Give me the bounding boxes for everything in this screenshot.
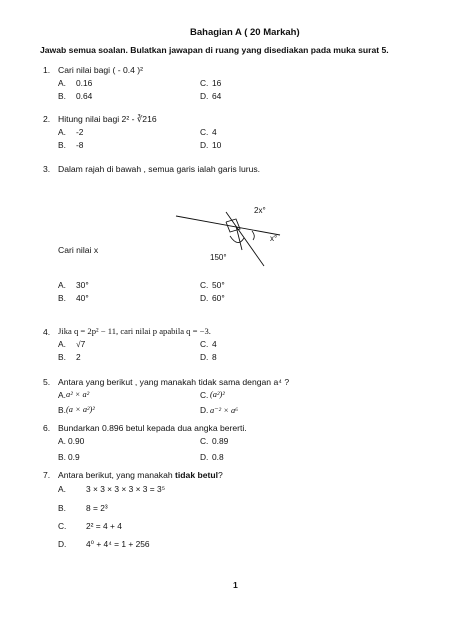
q7-option-d[interactable]: 4⁰ + 4⁴ = 1 + 256	[86, 539, 150, 549]
q3-angle-diagram	[170, 200, 290, 268]
q4-option-b[interactable]: 2	[76, 352, 81, 362]
q6-option-c[interactable]: 0.89	[212, 436, 229, 446]
q1-option-c-letter[interactable]: C.	[200, 78, 209, 88]
q7-option-c[interactable]: 2² = 4 + 4	[86, 521, 122, 531]
q1-option-d[interactable]: 64	[212, 91, 222, 101]
q7-option-b-letter[interactable]: B.	[58, 503, 66, 513]
q3-option-c-letter[interactable]: C.	[200, 280, 209, 290]
q4-option-d[interactable]: 8	[212, 352, 217, 362]
q4-option-a[interactable]: √7	[76, 339, 86, 349]
angle-arc-right	[252, 231, 254, 240]
diagram-label-x: x°	[270, 234, 278, 243]
q4-option-d-letter[interactable]: D.	[200, 352, 209, 362]
q6-text: Bundarkan 0.896 betul kepada dua angka bererti.	[58, 423, 247, 433]
q2-option-c-letter[interactable]: C.	[200, 127, 209, 137]
q1-text: Cari nilai bagi ( - 0.4 )²	[58, 65, 144, 75]
q5-text: Antara yang berikut , yang manakah tidak sama dengan a⁴ ?	[58, 377, 290, 387]
q1-option-d-letter[interactable]: D.	[200, 91, 209, 101]
diagram-label-2x: 2x°	[254, 206, 266, 215]
q5-number: 5.	[43, 377, 51, 387]
q1-option-b-letter[interactable]: B.	[58, 91, 66, 101]
q7-option-a-letter[interactable]: A.	[58, 484, 66, 494]
q6-option-a[interactable]: 0.90	[68, 436, 85, 446]
q3-option-c[interactable]: 50°	[212, 280, 225, 290]
q1-option-a[interactable]: 0.16	[76, 78, 93, 88]
q2-option-d-letter[interactable]: D.	[200, 140, 209, 150]
q3-option-d-letter[interactable]: D.	[200, 293, 209, 303]
q6-option-b[interactable]: 0.9	[68, 452, 80, 462]
q5-option-a-letter[interactable]: A.	[58, 390, 66, 400]
q5-option-d[interactable]: a⁻² × a⁶	[210, 406, 239, 415]
q5-option-b[interactable]: (a × a²)²	[66, 405, 95, 414]
q3-option-d[interactable]: 60°	[212, 293, 225, 303]
q6-option-d[interactable]: 0.8	[212, 452, 224, 462]
q3-option-b[interactable]: 40°	[76, 293, 89, 303]
q2-text: Hitung nilai bagi 2² - ∛216	[58, 114, 157, 124]
diagram-label-150: 150°	[210, 253, 227, 262]
q2-option-b-letter[interactable]: B.	[58, 140, 66, 150]
q7-number: 7.	[43, 470, 51, 480]
q6-option-a-letter[interactable]: A.	[58, 436, 66, 446]
q7-option-d-letter[interactable]: D.	[58, 539, 67, 549]
q5-option-c[interactable]: (a²)²	[210, 390, 225, 399]
q7-option-a[interactable]: 3 × 3 × 3 × 3 × 3 = 3⁵	[86, 484, 166, 494]
q6-option-c-letter[interactable]: C.	[200, 436, 209, 446]
q4-number: 4.	[43, 327, 51, 337]
q1-option-a-letter[interactable]: A.	[58, 78, 66, 88]
page-number: 1	[233, 580, 238, 590]
q1-number: 1.	[43, 65, 51, 75]
q3-option-a-letter[interactable]: A.	[58, 280, 66, 290]
q2-option-b[interactable]: -8	[76, 140, 84, 150]
instructions: Jawab semua soalan. Bulatkan jawapan di ruang yang disediakan pada muka surat 5.	[40, 45, 389, 55]
q1-option-b[interactable]: 0.64	[76, 91, 93, 101]
q7-option-b[interactable]: 8 = 2³	[86, 503, 108, 513]
q7-option-c-letter[interactable]: C.	[58, 521, 67, 531]
q2-option-a[interactable]: -2	[76, 127, 84, 137]
q5-option-b-letter[interactable]: B.	[58, 405, 66, 415]
q7-text-pre: Antara berikut, yang manakah	[58, 470, 176, 480]
q4-option-c-letter[interactable]: C.	[200, 339, 209, 349]
q4-option-c[interactable]: 4	[212, 339, 217, 349]
q6-option-d-letter[interactable]: D.	[200, 452, 209, 462]
q7-text	[58, 470, 223, 480]
q2-option-d[interactable]: 10	[212, 140, 222, 150]
q6-option-b-letter[interactable]: B.	[58, 452, 66, 462]
q2-option-c[interactable]: 4	[212, 127, 217, 137]
diagram-line-horizontal	[176, 216, 280, 235]
section-title: Bahagian A ( 20 Markah)	[190, 27, 300, 38]
q3-option-b-letter[interactable]: B.	[58, 293, 66, 303]
q3-option-a[interactable]: 30°	[76, 280, 89, 290]
q4-option-a-letter[interactable]: A.	[58, 339, 66, 349]
q3-text: Dalam rajah di bawah , semua garis ialah garis lurus.	[58, 164, 261, 174]
q1-option-c[interactable]: 16	[212, 78, 222, 88]
q5-option-a[interactable]: a² × a²	[66, 390, 90, 399]
q2-option-a-letter[interactable]: A.	[58, 127, 66, 137]
angle-arc-bottom	[230, 236, 244, 243]
q7-text-post: ?	[218, 470, 223, 480]
q5-option-d-letter[interactable]: D.	[200, 405, 209, 415]
q3-number: 3.	[43, 164, 51, 174]
q3-subtext: Cari nilai x	[58, 245, 99, 255]
q4-option-b-letter[interactable]: B.	[58, 352, 66, 362]
q2-number: 2.	[43, 114, 51, 124]
q7-text-bold: tidak betul	[175, 470, 219, 480]
q4-text: Jika q = 2p² − 11, cari nilai p apabila q = −3.	[58, 326, 211, 336]
q5-option-c-letter[interactable]: C.	[200, 390, 209, 400]
q6-number: 6.	[43, 423, 51, 433]
